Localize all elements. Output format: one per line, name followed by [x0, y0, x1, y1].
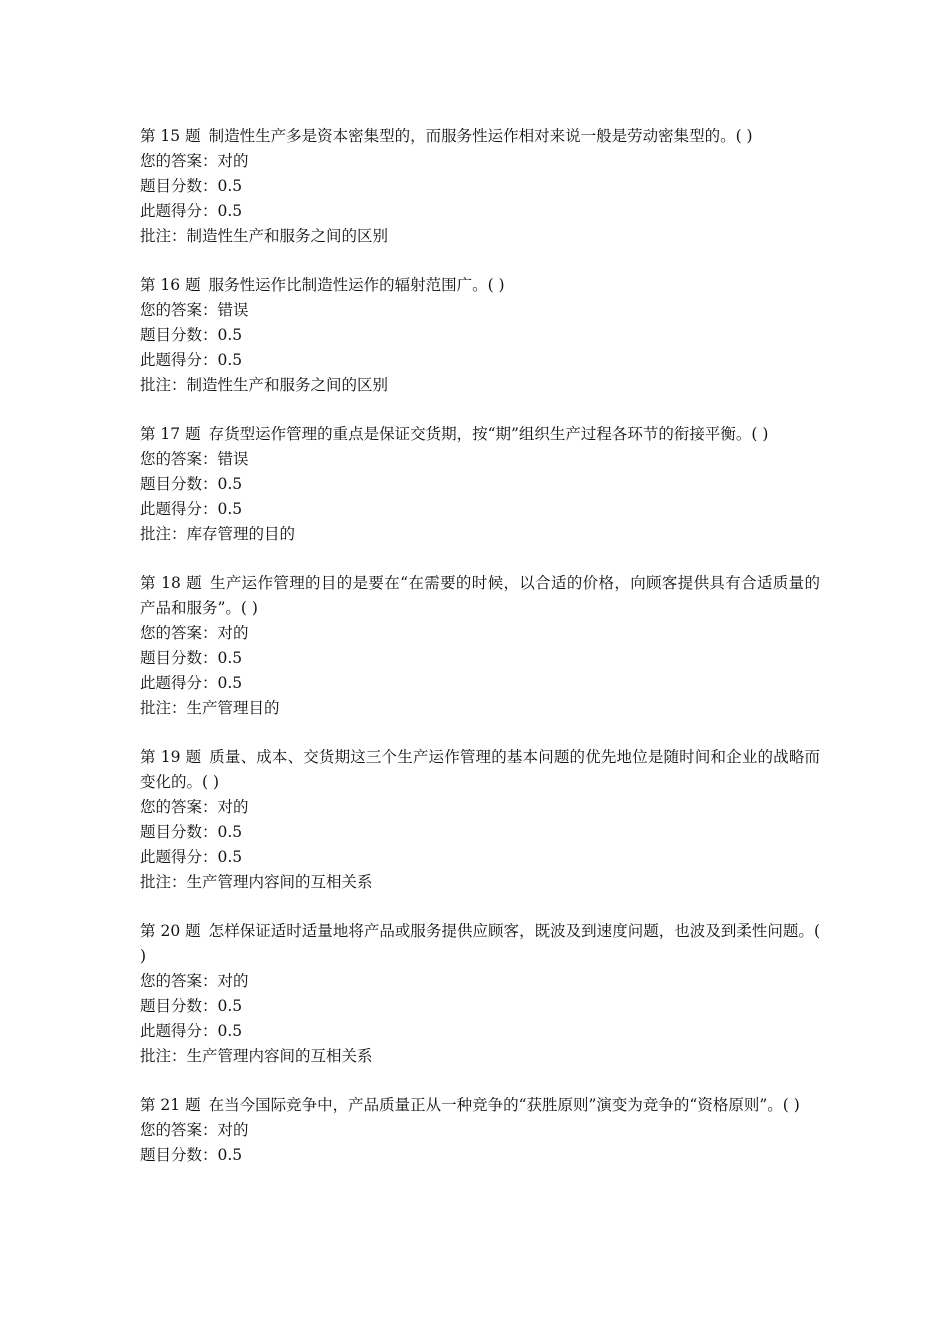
your-answer: 您的答案：对的: [140, 972, 249, 990]
question-20: [140, 919, 825, 1069]
question-text: [140, 1093, 820, 1118]
question-score: 题目分数：0.5: [140, 177, 243, 195]
earned-score: 此题得分：0.5: [140, 848, 243, 866]
question-body: 存货型运作管理的重点是保证交货期，按“期”组织生产过程各环节的衔接平衡。( ): [208, 425, 769, 443]
question-body: 制造性生产多是资本密集型的，而服务性运作相对来说一般是劳动密集型的。( ): [208, 127, 753, 145]
question-19: [140, 745, 820, 895]
question-body: 生产运作管理的目的是要在“在需要的时候，以合适的价格，向顾客提供具有合适质量的产品和服务”。( ): [140, 574, 821, 617]
annotation: 批注：制造性生产和服务之间的区别: [140, 227, 389, 245]
question-body: 在当今国际竞争中，产品质量正从一种竞争的“获胜原则”演变为竞争的“资格原则”。( ): [208, 1096, 800, 1114]
question-18: [140, 571, 820, 721]
question-17: [140, 422, 820, 547]
question-number: 第 20 题: [140, 922, 201, 940]
question-score: 题目分数：0.5: [140, 649, 243, 667]
question-text: [140, 919, 825, 969]
question-score: 题目分数：0.5: [140, 823, 243, 841]
question-score: 题目分数：0.5: [140, 997, 243, 1015]
earned-score: 此题得分：0.5: [140, 202, 243, 220]
annotation: 批注：生产管理目的: [140, 699, 280, 717]
question-text: [140, 422, 820, 447]
question-score: 题目分数：0.5: [140, 326, 243, 344]
question-number: 第 19 题: [140, 748, 202, 766]
document-page: [140, 124, 825, 1192]
your-answer: 您的答案：错误: [140, 301, 249, 319]
question-text: [140, 745, 820, 795]
question-body: 质量、成本、交货期这三个生产运作管理的基本问题的优先地位是随时间和企业的战略而变化的。( ): [140, 748, 821, 791]
question-15: [140, 124, 820, 249]
annotation: 批注：生产管理内容间的互相关系: [140, 873, 373, 891]
earned-score: 此题得分：0.5: [140, 674, 243, 692]
your-answer: 您的答案：错误: [140, 450, 249, 468]
your-answer: 您的答案：对的: [140, 1121, 249, 1139]
question-number: 第 16 题: [140, 276, 201, 294]
question-body: 怎样保证适时适量地将产品或服务提供应顾客，既波及到速度问题，也波及到柔性问题。( ): [140, 922, 825, 965]
question-number: 第 17 题: [140, 425, 201, 443]
annotation: 批注：生产管理内容间的互相关系: [140, 1047, 373, 1065]
question-text: [140, 571, 820, 621]
earned-score: 此题得分：0.5: [140, 351, 243, 369]
question-number: 第 18 题: [140, 574, 202, 592]
earned-score: 此题得分：0.5: [140, 500, 243, 518]
earned-score: 此题得分：0.5: [140, 1022, 243, 1040]
your-answer: 您的答案：对的: [140, 798, 249, 816]
your-answer: 您的答案：对的: [140, 624, 249, 642]
question-number: 第 21 题: [140, 1096, 201, 1114]
question-text: [140, 273, 820, 298]
annotation: 批注：库存管理的目的: [140, 525, 296, 543]
question-number: 第 15 题: [140, 127, 201, 145]
annotation: 批注：制造性生产和服务之间的区别: [140, 376, 389, 394]
question-text: [140, 124, 820, 149]
your-answer: 您的答案：对的: [140, 152, 249, 170]
question-body: 服务性运作比制造性运作的辐射范围广。( ): [208, 276, 505, 294]
question-score: 题目分数：0.5: [140, 475, 243, 493]
question-score: 题目分数：0.5: [140, 1146, 243, 1164]
question-21: [140, 1093, 820, 1168]
question-16: [140, 273, 820, 398]
